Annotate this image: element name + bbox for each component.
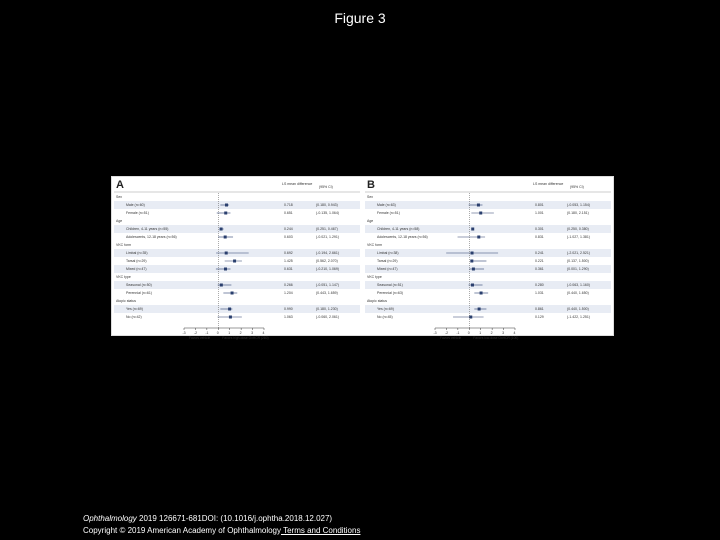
x-tick-label: 1 [228, 331, 231, 335]
group-header: Sex [116, 195, 123, 199]
value-label: 0.244 [284, 227, 293, 231]
journal-name: Ophthalmology [83, 514, 137, 523]
row-label: Adolescents, 12-18 years (n=56) [126, 235, 177, 239]
point-estimate [220, 228, 223, 231]
citation-line-2 [83, 525, 360, 537]
row-label: No (n=42) [126, 315, 142, 319]
ci-label: (-0.021, 1.291) [316, 235, 339, 239]
x-tick-label: -3 [433, 331, 437, 335]
point-estimate [471, 228, 474, 231]
row-label: Limbal (n=35) [126, 251, 148, 255]
x-tick-label: 1 [479, 331, 482, 335]
axis-caption-right: Favors low-dose OxHCR (100) [473, 336, 519, 340]
row-label: Adolescents, 12-18 years (n=56) [377, 235, 428, 239]
forest-plot-figure [111, 176, 614, 340]
value-label: 0.361 [535, 267, 544, 271]
ci-label: (-0.063, 1.160) [567, 283, 590, 287]
value-label: 1.425 [284, 259, 293, 263]
point-estimate [472, 268, 475, 271]
value-label: 0.651 [284, 211, 293, 215]
point-estimate [228, 308, 231, 311]
row-label: Seasonal (n=50) [126, 283, 152, 287]
group-header: Age [367, 219, 374, 223]
citation-line-1 [83, 513, 360, 525]
row-label: No (n=45) [377, 315, 393, 319]
x-tick-label: -3 [182, 331, 186, 335]
x-tick-label: 2 [239, 331, 242, 335]
value-label: 1.204 [284, 291, 293, 295]
group-header: Sex [367, 195, 374, 199]
axis-caption-left: Favors vehicle [440, 336, 462, 340]
row-label: Female (n=51) [377, 211, 400, 215]
ci-label: (-0.210, 1.069) [316, 267, 339, 271]
value-label: 0.266 [284, 283, 293, 287]
row-label: Yes (n=69) [377, 307, 394, 311]
ci-label: (0.180, 1.230) [316, 307, 338, 311]
group-header: Atopic status [367, 299, 388, 303]
axis-caption-left: Favors vehicle [189, 336, 211, 340]
value-label: 0.603 [284, 235, 293, 239]
x-tick-label: 0 [467, 331, 470, 335]
point-estimate [224, 236, 227, 239]
panel-letter: B [367, 179, 375, 191]
value-label: 0.692 [284, 251, 293, 255]
point-estimate [477, 204, 480, 207]
group-header: VKC form [367, 243, 383, 247]
row-label: Tarsal (n=29) [377, 259, 398, 263]
copyright-text: Copyright © 2019 American Academy of Ophthalmology [83, 526, 281, 535]
ci-label: (0.562, 2.070) [316, 259, 338, 263]
point-estimate [233, 260, 236, 263]
forest-plot-svg [112, 177, 613, 340]
row-label: Mixed (n=47) [126, 267, 147, 271]
group-header: VKC type [116, 275, 131, 279]
ci-label: (0.440, 1.500) [567, 307, 589, 311]
x-tick-label: -2 [193, 331, 198, 335]
value-label: 0.831 [535, 235, 544, 239]
point-estimate [471, 284, 474, 287]
panel-letter: A [116, 179, 124, 191]
point-estimate [480, 292, 483, 295]
row-label: Female (n=51) [126, 211, 149, 215]
group-header: VKC form [116, 243, 132, 247]
x-tick-label: 4 [513, 331, 516, 335]
value-label: 0.861 [535, 307, 544, 311]
x-tick-label: -2 [444, 331, 449, 335]
x-tick-label: 3 [251, 331, 254, 335]
point-estimate [224, 212, 227, 215]
group-header: Age [116, 219, 123, 223]
row-label: Perennial (n=61) [126, 291, 152, 295]
x-tick-label: 2 [490, 331, 493, 335]
x-tick-label: 0 [216, 331, 219, 335]
ci-label: (-1.422, 1.251) [567, 315, 590, 319]
row-label: Limbal (n=38) [377, 251, 399, 255]
value-label: 0.718 [284, 203, 293, 207]
col-header-effect: LS mean difference [533, 182, 564, 186]
ci-label: (-1.027, 1.381) [567, 235, 590, 239]
value-label: 0.241 [535, 251, 544, 255]
terms-link[interactable]: Terms and Conditions [281, 526, 361, 535]
point-estimate [225, 252, 228, 255]
point-estimate [471, 252, 474, 255]
ci-label: (-0.060, 2.061) [316, 315, 339, 319]
value-label: 0.631 [284, 267, 293, 271]
value-label: 0.129 [535, 315, 544, 319]
point-estimate [478, 308, 481, 311]
point-estimate [225, 204, 228, 207]
row-label: Perennial (n=63) [377, 291, 403, 295]
point-estimate [224, 268, 227, 271]
slide-title: Figure 3 [334, 10, 386, 26]
ci-label: (0.250, 0.380) [567, 227, 589, 231]
axis-caption-right: Favors high-dose OxHCR (280) [222, 336, 269, 340]
citation-details: 2019 126671-681DOI: (10.1016/j.ophtha.2018.12.027) [136, 514, 333, 523]
ci-label: (0.137, 1.500) [567, 259, 589, 263]
value-label: 1.063 [284, 315, 293, 319]
ci-label: (0.180, 2.151) [567, 211, 589, 215]
row-label: Mixed (n=47) [377, 267, 398, 271]
point-estimate [477, 236, 480, 239]
group-header: Atopic status [116, 299, 137, 303]
ci-label: (0.251, 0.467) [316, 227, 338, 231]
row-label: Tarsal (n=29) [126, 259, 147, 263]
group-header: VKC type [367, 275, 382, 279]
x-tick-label: -1 [456, 331, 460, 335]
ci-label: (-0.051, 1.147) [316, 283, 339, 287]
row-label: Yes (n=69) [126, 307, 143, 311]
col-header-ci: (95% CI) [570, 185, 584, 189]
point-estimate [479, 212, 482, 215]
point-estimate [470, 260, 473, 263]
value-label: 1.031 [535, 291, 544, 295]
value-label: 0.990 [284, 307, 293, 311]
value-label: 0.301 [535, 227, 544, 231]
ci-label: (0.180, 0.943) [316, 203, 338, 207]
ci-label: (0.443, 1.659) [316, 291, 338, 295]
point-estimate [229, 316, 232, 319]
x-tick-label: 3 [502, 331, 505, 335]
value-label: 0.801 [535, 203, 544, 207]
ci-label: (0.001, 1.290) [567, 267, 589, 271]
row-label: Male (n=63) [377, 203, 396, 207]
x-tick-label: -1 [205, 331, 209, 335]
value-label: 0.280 [535, 283, 544, 287]
ci-label: (-0.194, 2.661) [316, 251, 339, 255]
row-label: Children, 4-11 years (n=55) [126, 227, 169, 231]
ci-label: (0.440, 1.650) [567, 291, 589, 295]
row-label: Seasonal (n=51) [377, 283, 403, 287]
value-label: 1.001 [535, 211, 544, 215]
col-header-effect: LS mean difference [282, 182, 313, 186]
row-label: Children, 4-11 years (n=58) [377, 227, 420, 231]
value-label: 0.221 [535, 259, 544, 263]
ci-label: (-0.135, 1.064) [316, 211, 339, 215]
citation [83, 513, 360, 537]
x-tick-label: 4 [262, 331, 265, 335]
ci-label: (-2.021, 2.521) [567, 251, 590, 255]
point-estimate [231, 292, 234, 295]
col-header-ci: (95% CI) [319, 185, 333, 189]
row-label: Male (n=60) [126, 203, 145, 207]
ci-label: (-0.053, 1.154) [567, 203, 590, 207]
point-estimate [469, 316, 472, 319]
point-estimate [220, 284, 223, 287]
